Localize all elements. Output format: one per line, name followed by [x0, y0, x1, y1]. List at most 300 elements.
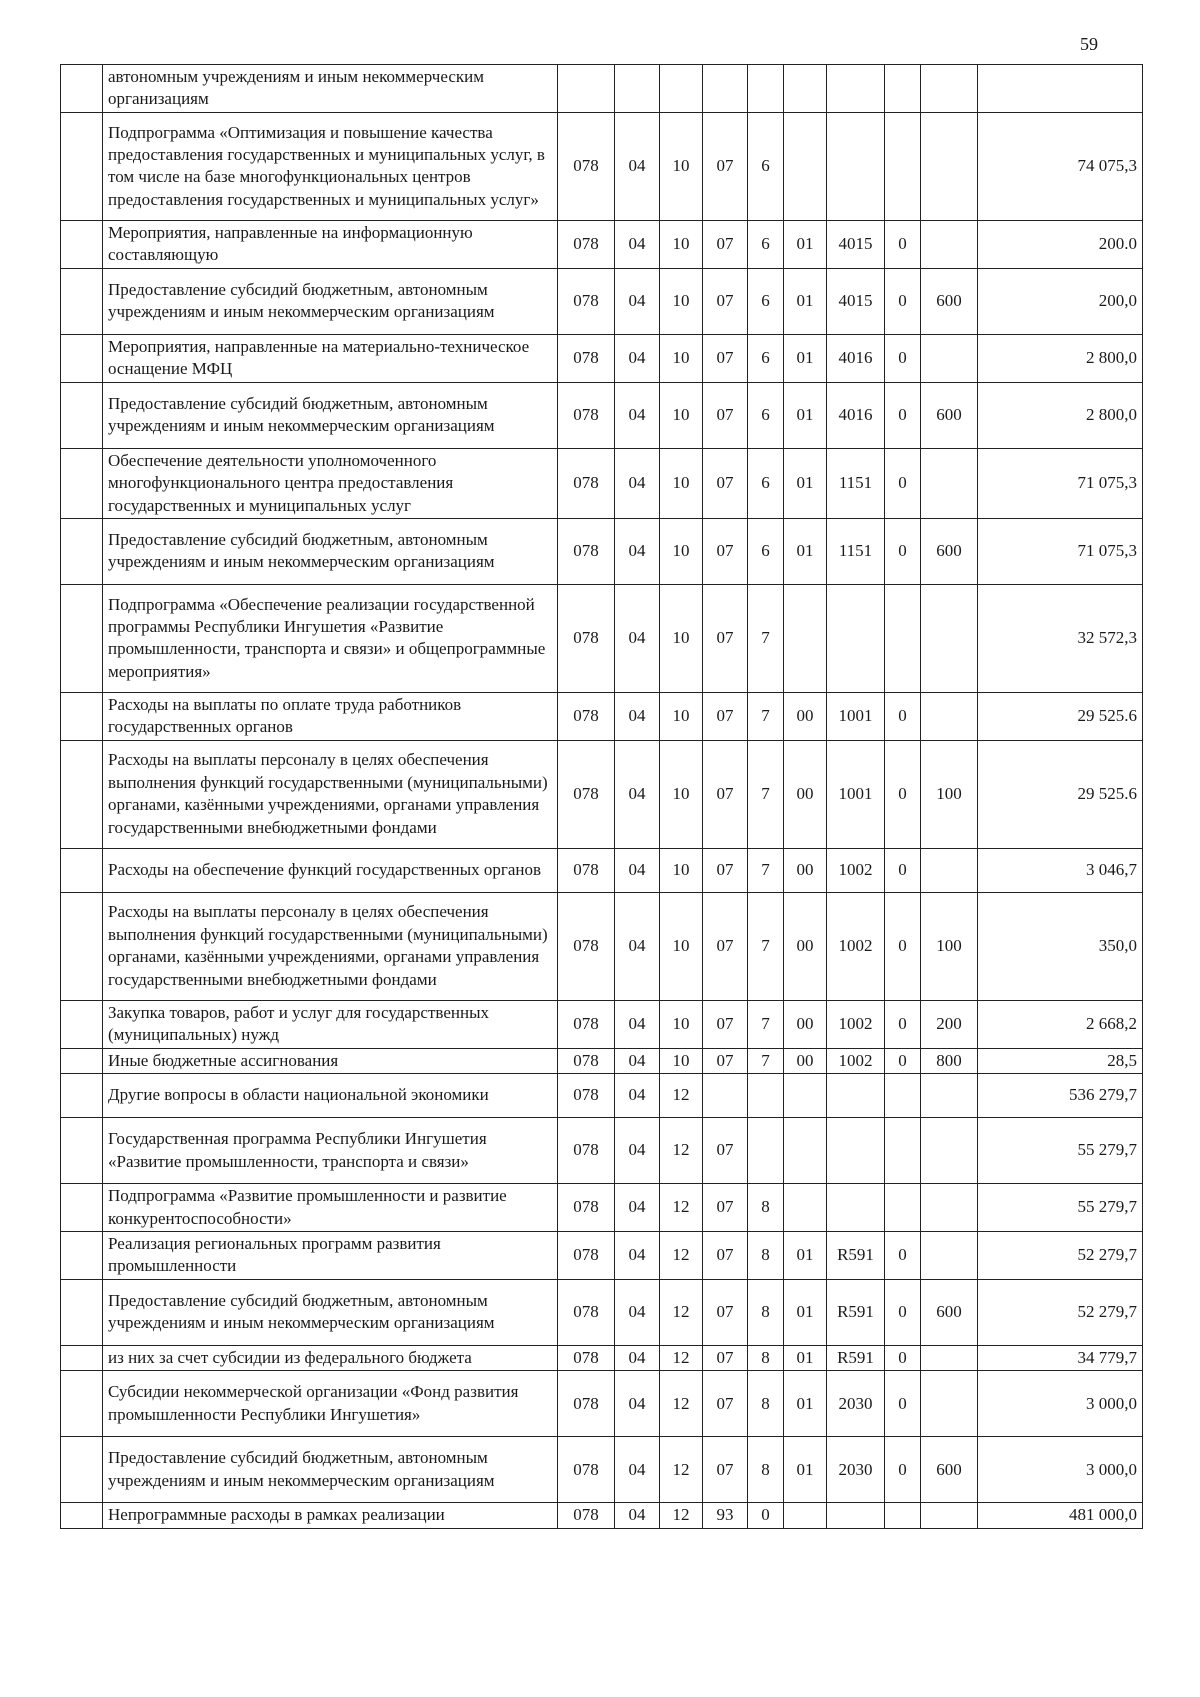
cell-row-number — [61, 892, 103, 1000]
cell-measure — [784, 1074, 827, 1118]
cell-subsection: 10 — [660, 740, 703, 848]
cell-expense-type — [921, 848, 978, 892]
cell-row-number — [61, 1345, 103, 1370]
table-row — [61, 1074, 1143, 1118]
cell-glv: 078 — [558, 1345, 615, 1370]
cell-expense-type — [921, 1232, 978, 1280]
cell-expense-type — [921, 1345, 978, 1370]
cell-glv: 078 — [558, 1000, 615, 1048]
cell-measure: 01 — [784, 268, 827, 334]
cell-glv: 078 — [558, 1048, 615, 1073]
cell-direction: 1001 — [827, 692, 885, 740]
cell-program: 07 — [703, 1232, 748, 1280]
cell-source: 0 — [885, 740, 921, 848]
cell-expense-type: 600 — [921, 268, 978, 334]
cell-measure: 00 — [784, 892, 827, 1000]
cell-item-name: Расходы на выплаты персоналу в целях обеспечения выполнения функций государственными (муниципальными) органами, казёнными учреждениями, органами управления государственными внебюджетными фондами — [103, 892, 558, 1000]
cell-amount: 55 279,7 — [978, 1184, 1143, 1232]
table-row — [61, 268, 1143, 334]
cell-measure — [784, 1184, 827, 1232]
cell-direction — [827, 65, 885, 113]
cell-amount — [978, 65, 1143, 113]
cell-source — [885, 112, 921, 220]
cell-row-number — [61, 740, 103, 848]
cell-row-number — [61, 1118, 103, 1184]
table-row — [61, 1000, 1143, 1048]
cell-subprogram: 6 — [748, 220, 784, 268]
cell-source — [885, 65, 921, 113]
cell-measure: 01 — [784, 448, 827, 518]
table-row — [61, 112, 1143, 220]
cell-item-name: Расходы на выплаты персоналу в целях обеспечения выполнения функций государственными (муниципальными) органами, казёнными учреждениями, органами управления государственными внебюджетными фондами — [103, 740, 558, 848]
cell-amount: 71 075,3 — [978, 448, 1143, 518]
cell-item-name: Подпрограмма «Развитие промышленности и развитие конкурентоспособности» — [103, 1184, 558, 1232]
cell-direction — [827, 1074, 885, 1118]
cell-subprogram: 6 — [748, 518, 784, 584]
cell-amount: 52 279,7 — [978, 1279, 1143, 1345]
cell-item-name: Мероприятия, направленные на информационную составляющую — [103, 220, 558, 268]
cell-amount: 2 800,0 — [978, 334, 1143, 382]
cell-source: 0 — [885, 1437, 921, 1503]
cell-subprogram: 7 — [748, 1000, 784, 1048]
cell-subsection: 10 — [660, 382, 703, 448]
cell-row-number — [61, 1232, 103, 1280]
cell-amount: 536 279,7 — [978, 1074, 1143, 1118]
cell-amount: 3 000,0 — [978, 1437, 1143, 1503]
cell-glv: 078 — [558, 1184, 615, 1232]
cell-item-name: Расходы на выплаты по оплате труда работников государственных органов — [103, 692, 558, 740]
cell-measure: 00 — [784, 692, 827, 740]
cell-glv: 078 — [558, 1118, 615, 1184]
cell-row-number — [61, 334, 103, 382]
cell-subsection: 10 — [660, 220, 703, 268]
cell-direction: R591 — [827, 1345, 885, 1370]
cell-program — [703, 65, 748, 113]
cell-direction — [827, 584, 885, 692]
cell-measure: 00 — [784, 1048, 827, 1073]
cell-row-number — [61, 1279, 103, 1345]
cell-direction: 1001 — [827, 740, 885, 848]
cell-source: 0 — [885, 1000, 921, 1048]
cell-glv: 078 — [558, 584, 615, 692]
cell-section: 04 — [615, 1048, 660, 1073]
cell-source: 0 — [885, 268, 921, 334]
cell-subsection: 10 — [660, 1000, 703, 1048]
cell-expense-type — [921, 692, 978, 740]
cell-section: 04 — [615, 1118, 660, 1184]
cell-section: 04 — [615, 1371, 660, 1437]
cell-amount: 71 075,3 — [978, 518, 1143, 584]
cell-direction: R591 — [827, 1279, 885, 1345]
cell-subsection: 10 — [660, 268, 703, 334]
cell-source — [885, 1503, 921, 1528]
cell-subsection: 12 — [660, 1232, 703, 1280]
cell-section: 04 — [615, 334, 660, 382]
cell-glv: 078 — [558, 740, 615, 848]
cell-row-number — [61, 518, 103, 584]
cell-glv: 078 — [558, 1074, 615, 1118]
cell-subsection: 10 — [660, 518, 703, 584]
cell-expense-type — [921, 1118, 978, 1184]
cell-measure: 00 — [784, 848, 827, 892]
cell-amount: 52 279,7 — [978, 1232, 1143, 1280]
cell-glv: 078 — [558, 1437, 615, 1503]
cell-section: 04 — [615, 892, 660, 1000]
cell-section: 04 — [615, 584, 660, 692]
cell-measure: 01 — [784, 382, 827, 448]
cell-subprogram: 7 — [748, 740, 784, 848]
table-row — [61, 448, 1143, 518]
cell-expense-type: 600 — [921, 1437, 978, 1503]
table-row — [61, 848, 1143, 892]
cell-program — [703, 1074, 748, 1118]
cell-glv: 078 — [558, 1371, 615, 1437]
cell-amount: 28,5 — [978, 1048, 1143, 1073]
cell-measure: 01 — [784, 518, 827, 584]
cell-source: 0 — [885, 448, 921, 518]
cell-amount: 3 000,0 — [978, 1371, 1143, 1437]
cell-glv: 078 — [558, 268, 615, 334]
cell-amount: 55 279,7 — [978, 1118, 1143, 1184]
table-row — [61, 65, 1143, 113]
cell-glv: 078 — [558, 448, 615, 518]
cell-direction: 4015 — [827, 268, 885, 334]
cell-program: 07 — [703, 1184, 748, 1232]
cell-expense-type: 100 — [921, 740, 978, 848]
cell-amount: 2 800,0 — [978, 382, 1143, 448]
cell-item-name: Предоставление субсидий бюджетным, автономным учреждениям и иным некоммерческим организациям — [103, 1437, 558, 1503]
cell-glv: 078 — [558, 334, 615, 382]
cell-expense-type — [921, 220, 978, 268]
budget-table — [60, 64, 1143, 1529]
cell-subprogram: 7 — [748, 892, 784, 1000]
cell-subsection: 12 — [660, 1118, 703, 1184]
cell-amount: 74 075,3 — [978, 112, 1143, 220]
cell-program: 07 — [703, 334, 748, 382]
cell-glv: 078 — [558, 848, 615, 892]
cell-direction: 1002 — [827, 892, 885, 1000]
cell-subprogram: 8 — [748, 1371, 784, 1437]
cell-section: 04 — [615, 1437, 660, 1503]
cell-item-name: Обеспечение деятельности уполномоченного многофункционального центра предоставления государственных и муниципальных услуг — [103, 448, 558, 518]
cell-expense-type: 100 — [921, 892, 978, 1000]
cell-glv: 078 — [558, 382, 615, 448]
cell-section: 04 — [615, 112, 660, 220]
cell-direction: 1002 — [827, 1048, 885, 1073]
cell-measure: 01 — [784, 1371, 827, 1437]
cell-measure: 01 — [784, 334, 827, 382]
cell-row-number — [61, 382, 103, 448]
cell-program: 07 — [703, 1000, 748, 1048]
cell-subprogram: 7 — [748, 692, 784, 740]
cell-row-number — [61, 268, 103, 334]
cell-subsection: 10 — [660, 584, 703, 692]
table-row — [61, 1048, 1143, 1073]
cell-program: 07 — [703, 848, 748, 892]
cell-program: 07 — [703, 1279, 748, 1345]
cell-program: 07 — [703, 448, 748, 518]
cell-source: 0 — [885, 1279, 921, 1345]
cell-program: 07 — [703, 1118, 748, 1184]
cell-measure: 00 — [784, 740, 827, 848]
cell-source: 0 — [885, 1048, 921, 1073]
cell-source: 0 — [885, 220, 921, 268]
table-row — [61, 584, 1143, 692]
cell-section: 04 — [615, 740, 660, 848]
cell-item-name: Предоставление субсидий бюджетным, автономным учреждениям и иным некоммерческим организациям — [103, 268, 558, 334]
cell-amount: 200.0 — [978, 220, 1143, 268]
cell-section: 04 — [615, 382, 660, 448]
cell-direction: 2030 — [827, 1371, 885, 1437]
cell-direction — [827, 1118, 885, 1184]
cell-expense-type — [921, 334, 978, 382]
cell-amount: 29 525.6 — [978, 740, 1143, 848]
cell-section: 04 — [615, 518, 660, 584]
cell-program: 07 — [703, 1437, 748, 1503]
cell-subprogram: 8 — [748, 1232, 784, 1280]
table-row — [61, 692, 1143, 740]
cell-section: 04 — [615, 1232, 660, 1280]
table-row — [61, 220, 1143, 268]
table-row — [61, 1371, 1143, 1437]
cell-item-name: Непрограммные расходы в рамках реализации — [103, 1503, 558, 1528]
cell-glv: 078 — [558, 1232, 615, 1280]
cell-expense-type — [921, 65, 978, 113]
cell-subprogram: 6 — [748, 112, 784, 220]
cell-item-name: Предоставление субсидий бюджетным, автономным учреждениям и иным некоммерческим организациям — [103, 518, 558, 584]
cell-subsection: 12 — [660, 1503, 703, 1528]
cell-program: 07 — [703, 692, 748, 740]
cell-expense-type: 800 — [921, 1048, 978, 1073]
cell-measure: 01 — [784, 220, 827, 268]
cell-amount: 32 572,3 — [978, 584, 1143, 692]
cell-subprogram: 8 — [748, 1345, 784, 1370]
cell-subprogram — [748, 1118, 784, 1184]
cell-source: 0 — [885, 892, 921, 1000]
cell-section: 04 — [615, 268, 660, 334]
cell-measure: 00 — [784, 1000, 827, 1048]
cell-row-number — [61, 65, 103, 113]
cell-section: 04 — [615, 1345, 660, 1370]
cell-expense-type — [921, 448, 978, 518]
cell-program: 07 — [703, 518, 748, 584]
cell-source: 0 — [885, 1232, 921, 1280]
cell-subsection: 10 — [660, 848, 703, 892]
cell-row-number — [61, 1437, 103, 1503]
cell-expense-type — [921, 1371, 978, 1437]
cell-glv: 078 — [558, 112, 615, 220]
cell-measure: 01 — [784, 1437, 827, 1503]
cell-glv: 078 — [558, 220, 615, 268]
cell-direction: 4016 — [827, 382, 885, 448]
cell-direction — [827, 112, 885, 220]
cell-source: 0 — [885, 848, 921, 892]
cell-item-name: Реализация региональных программ развития промышленности — [103, 1232, 558, 1280]
cell-program: 07 — [703, 220, 748, 268]
cell-measure: 01 — [784, 1279, 827, 1345]
cell-item-name: Расходы на обеспечение функций государственных органов — [103, 848, 558, 892]
cell-subsection: 12 — [660, 1371, 703, 1437]
cell-direction: 4015 — [827, 220, 885, 268]
cell-measure: 01 — [784, 1345, 827, 1370]
cell-item-name: Другие вопросы в области национальной экономики — [103, 1074, 558, 1118]
cell-direction: 4016 — [827, 334, 885, 382]
cell-source: 0 — [885, 1371, 921, 1437]
cell-subprogram: 8 — [748, 1437, 784, 1503]
cell-amount: 34 779,7 — [978, 1345, 1143, 1370]
cell-glv: 078 — [558, 892, 615, 1000]
cell-subprogram: 6 — [748, 268, 784, 334]
cell-program: 93 — [703, 1503, 748, 1528]
table-row — [61, 1345, 1143, 1370]
cell-item-name: Подпрограмма «Оптимизация и повышение качества предоставления государственных и муниципальных услуг, в том числе на базе многофункциональных центров предоставления государственных и муниципальных услуг» — [103, 112, 558, 220]
cell-item-name: автономным учреждениям и иным некоммерческим организациям — [103, 65, 558, 113]
cell-section: 04 — [615, 220, 660, 268]
cell-subsection — [660, 65, 703, 113]
table-row — [61, 334, 1143, 382]
cell-row-number — [61, 1000, 103, 1048]
cell-subsection: 10 — [660, 112, 703, 220]
cell-item-name: Иные бюджетные ассигнования — [103, 1048, 558, 1073]
cell-direction: 1151 — [827, 448, 885, 518]
cell-subprogram: 8 — [748, 1279, 784, 1345]
cell-section: 04 — [615, 692, 660, 740]
cell-item-name: из них за счет субсидии из федерального бюджета — [103, 1345, 558, 1370]
cell-glv — [558, 65, 615, 113]
cell-subprogram: 6 — [748, 382, 784, 448]
cell-source — [885, 1118, 921, 1184]
page-number: 59 — [1080, 34, 1098, 54]
cell-subprogram — [748, 65, 784, 113]
cell-source: 0 — [885, 518, 921, 584]
cell-section: 04 — [615, 1074, 660, 1118]
cell-subsection: 10 — [660, 1048, 703, 1073]
cell-item-name: Предоставление субсидий бюджетным, автономным учреждениям и иным некоммерческим организациям — [103, 382, 558, 448]
cell-subsection: 10 — [660, 334, 703, 382]
cell-row-number — [61, 448, 103, 518]
cell-glv: 078 — [558, 692, 615, 740]
cell-row-number — [61, 1503, 103, 1528]
cell-row-number — [61, 1184, 103, 1232]
cell-subprogram: 0 — [748, 1503, 784, 1528]
cell-row-number — [61, 692, 103, 740]
cell-program: 07 — [703, 584, 748, 692]
cell-subsection: 12 — [660, 1184, 703, 1232]
table-row — [61, 1503, 1143, 1528]
cell-direction: 2030 — [827, 1437, 885, 1503]
cell-direction: 1151 — [827, 518, 885, 584]
cell-item-name: Подпрограмма «Обеспечение реализации государственной программы Республики Ингушетия «Развитие промышленности, транспорта и связи» и общепрограммные мероприятия» — [103, 584, 558, 692]
cell-program: 07 — [703, 382, 748, 448]
table-row — [61, 740, 1143, 848]
cell-amount: 29 525.6 — [978, 692, 1143, 740]
cell-row-number — [61, 220, 103, 268]
cell-amount: 350,0 — [978, 892, 1143, 1000]
cell-section: 04 — [615, 448, 660, 518]
cell-measure — [784, 584, 827, 692]
cell-section: 04 — [615, 848, 660, 892]
table-row — [61, 1184, 1143, 1232]
cell-source: 0 — [885, 1345, 921, 1370]
cell-program: 07 — [703, 1371, 748, 1437]
cell-program: 07 — [703, 1048, 748, 1073]
cell-row-number — [61, 584, 103, 692]
cell-row-number — [61, 848, 103, 892]
table-row — [61, 1437, 1143, 1503]
cell-subsection: 12 — [660, 1279, 703, 1345]
cell-section: 04 — [615, 1279, 660, 1345]
cell-subprogram: 7 — [748, 848, 784, 892]
cell-amount: 2 668,2 — [978, 1000, 1143, 1048]
cell-direction — [827, 1184, 885, 1232]
cell-expense-type — [921, 1074, 978, 1118]
cell-section — [615, 65, 660, 113]
cell-source: 0 — [885, 382, 921, 448]
cell-subsection: 10 — [660, 692, 703, 740]
cell-program: 07 — [703, 892, 748, 1000]
cell-subsection: 12 — [660, 1437, 703, 1503]
cell-item-name: Предоставление субсидий бюджетным, автономным учреждениям и иным некоммерческим организациям — [103, 1279, 558, 1345]
cell-measure: 01 — [784, 1232, 827, 1280]
cell-expense-type — [921, 1184, 978, 1232]
cell-glv: 078 — [558, 1279, 615, 1345]
cell-measure — [784, 112, 827, 220]
cell-direction: 1002 — [827, 1000, 885, 1048]
cell-direction — [827, 1503, 885, 1528]
cell-program: 07 — [703, 268, 748, 334]
cell-source: 0 — [885, 692, 921, 740]
table-row — [61, 382, 1143, 448]
cell-item-name: Закупка товаров, работ и услуг для государственных (муниципальных) нужд — [103, 1000, 558, 1048]
table-body — [61, 65, 1143, 1529]
cell-expense-type: 200 — [921, 1000, 978, 1048]
cell-expense-type: 600 — [921, 382, 978, 448]
cell-item-name: Государственная программа Республики Ингушетия «Развитие промышленности, транспорта и связи» — [103, 1118, 558, 1184]
cell-expense-type: 600 — [921, 518, 978, 584]
cell-source: 0 — [885, 334, 921, 382]
cell-row-number — [61, 1074, 103, 1118]
cell-expense-type — [921, 112, 978, 220]
cell-subprogram: 6 — [748, 334, 784, 382]
cell-subprogram: 6 — [748, 448, 784, 518]
cell-direction: R591 — [827, 1232, 885, 1280]
cell-subsection: 12 — [660, 1345, 703, 1370]
cell-subprogram: 7 — [748, 1048, 784, 1073]
cell-subprogram: 7 — [748, 584, 784, 692]
cell-subsection: 10 — [660, 892, 703, 1000]
cell-source — [885, 584, 921, 692]
cell-subprogram: 8 — [748, 1184, 784, 1232]
cell-subsection: 10 — [660, 448, 703, 518]
cell-measure — [784, 65, 827, 113]
cell-section: 04 — [615, 1184, 660, 1232]
cell-direction: 1002 — [827, 848, 885, 892]
table-row — [61, 1279, 1143, 1345]
cell-source — [885, 1074, 921, 1118]
cell-glv: 078 — [558, 518, 615, 584]
cell-item-name: Мероприятия, направленные на материально-техническое оснащение МФЦ — [103, 334, 558, 382]
table-row — [61, 518, 1143, 584]
cell-subsection: 12 — [660, 1074, 703, 1118]
cell-program: 07 — [703, 740, 748, 848]
cell-subprogram — [748, 1074, 784, 1118]
cell-row-number — [61, 112, 103, 220]
cell-expense-type — [921, 584, 978, 692]
cell-measure — [784, 1118, 827, 1184]
table-row — [61, 892, 1143, 1000]
table-row — [61, 1232, 1143, 1280]
cell-item-name: Субсидии некоммерческой организации «Фонд развития промышленности Республики Ингушетия» — [103, 1371, 558, 1437]
